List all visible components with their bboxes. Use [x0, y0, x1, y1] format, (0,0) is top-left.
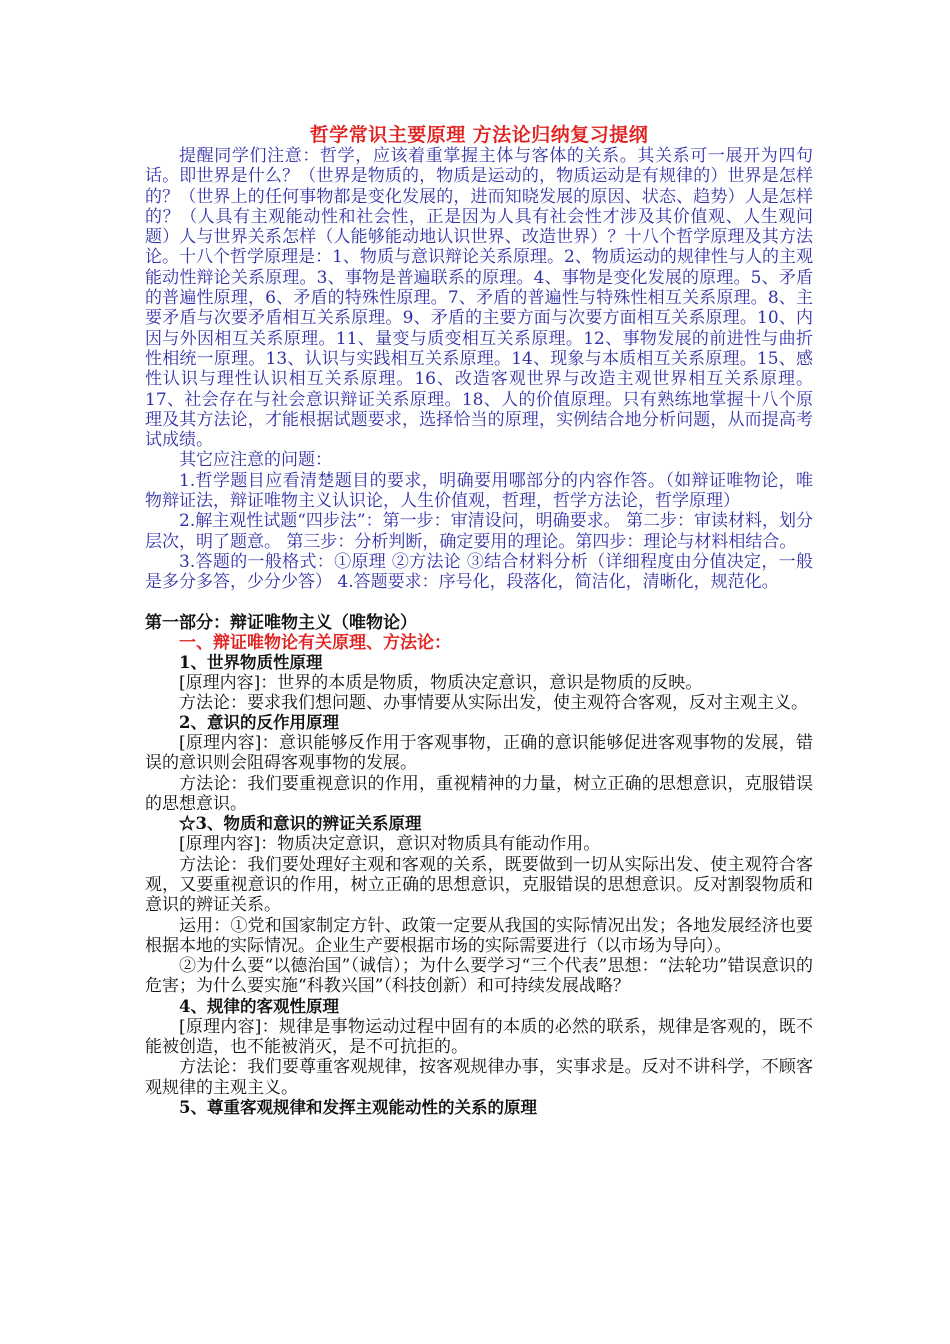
principle-5-heading: 5、尊重客观规律和发挥主观能动性的关系的原理: [179, 1097, 537, 1117]
principle-4-content: [原理内容]：规律是事物运动过程中固有的本质的必然的联系，规律是客观的，既不能被创造，也不能被消灭，是不可抗拒的。: [145, 1016, 813, 1057]
principle-1-content: [原理内容]：世界的本质是物质，物质决定意识，意识是物质的反映。: [179, 672, 703, 693]
intro-paragraph: 提醒同学们注意：哲学，应该着重掌握主体与客体的关系。其关系可一展开为四句话。即世界是什么？（世界是物质的，物质是运动的，物质运动是有规律的）世界是怎样的？（世界上的任何事物都是变化发展的，进而知晓发展的原因、状态、趋势）人是怎样的？（人具有主观能动性和社会性，正是因为人具有社会性才涉及其价值观、人生观问题）人与世界关系怎样（人能够能动地认识世界、改造世界）？十八个哲学原理及其方法论。十八个哲学原理是：1、物质与意识辩论关系原理。2、物质运动的规律性与人的主观能动性辩论关系原理。3、事物是普遍联系的原理。4、事物是变化发展的原理。5、矛盾的普遍性原理，6、矛盾的特殊性原理。7、矛盾的普遍性与特殊性相互关系原理。8、主要矛盾与次要矛盾相互关系原理。9、矛盾的主要方面与次要方面相互关系原理。10、内因与外因相互关系原理。11、量变与质变相互关系原理。12、事物发展的前进性与曲折性相统一原理。13、认识与实践相互关系原理。14、现象与本质相互关系原理。15、感性认识与理性认识相互关系原理。16、改造客观世界与改造主观世界相互关系原理。17、社会存在与社会意识辩证关系原理。18、人的价值原理。只有熟练地掌握十八个原理及其方法论，才能根据试题要求，选择恰当的原理，实例结合地分析问题，从而提高考试成绩。: [145, 146, 813, 451]
principle-3-method: 方法论：我们要处理好主观和客观的关系，既要做到一切从实际出发、使主观符合客观，又要重视意识的作用，树立正确的思想意识，克服错误的思想意识。反对割裂物质和意识的辨证关系。: [145, 854, 813, 916]
principle-3-application-1: 运用：①党和国家制定方针、政策一定要从我国的实际情况出发；各地发展经济也要根据本地的实际情况。企业生产要根据市场的实际需要进行（以市场为导向）。: [145, 915, 813, 956]
principle-3-heading: ☆3、物质和意识的辨证关系原理: [179, 814, 422, 834]
principle-2-content: [原理内容]：意识能够反作用于客观事物，正确的意识能够促进客观事物的发展，错误的意识则会阻碍客观事物的发展。: [145, 733, 813, 774]
note-2: 2.解主观性试题“四步法”：第一步：审清设问，明确要求。 第二步：审读材料，划分层次，明了题意。 第三步：分析判断，确定要用的理论。第四步：理论与材料相结合。: [145, 511, 814, 552]
document-content: [145, 124, 813, 1118]
principle-1-method: 方法论：要求我们想问题、办事情要从实际出发，使主观符合客观，反对主观主义。: [179, 692, 808, 713]
section-title: 一、辩证唯物论有关原理、方法论：: [179, 632, 451, 653]
part-title: 第一部分：辩证唯物主义（唯物论）: [145, 612, 417, 633]
principle-2-heading: 2、意识的反作用原理: [179, 713, 339, 733]
principle-4-method: 方法论：我们要尊重客观规律，按客观规律办事，实事求是。反对不讲科学，不顾客观规律的主观主义。: [145, 1057, 813, 1098]
principle-1-heading: 1、世界物质性原理: [179, 652, 323, 672]
principle-3-application-2: ②为什么要“以德治国”（诚信）；为什么要学习“三个代表”思想：“法轮功”错误意识的危害；为什么要实施“科教兴国”（科技创新）和可持续发展战略？: [145, 956, 813, 997]
note-3: 3.答题的一般格式：①原理 ②方法论 ③结合材料分析（详细程度由分值决定，一般是多分多答，少分少答） 4.答题要求：序号化，段落化，简洁化，清晰化，规范化。: [145, 551, 813, 593]
other-notes-heading: 其它应注意的问题：: [179, 450, 332, 471]
principle-3-content: [原理内容]：物质决定意识，意识对物质具有能动作用。: [179, 834, 601, 855]
spacer: [145, 593, 813, 613]
principle-2-method: 方法论：我们要重视意识的作用，重视精神的力量，树立正确的思想意识，克服错误的思想意识。: [145, 773, 813, 815]
note-1: 1.哲学题目应看清楚题目的要求，明确要用哪部分的内容作答。（如辩证唯物论，唯物辩证法，辩证唯物主义认识论，人生价值观，哲理，哲学方法论，哲学原理）: [145, 470, 813, 512]
document-title: 哲学常识主要原理 方法论归纳复习提纲: [309, 124, 649, 146]
principle-4-heading: 4、规律的客观性原理: [179, 996, 339, 1016]
